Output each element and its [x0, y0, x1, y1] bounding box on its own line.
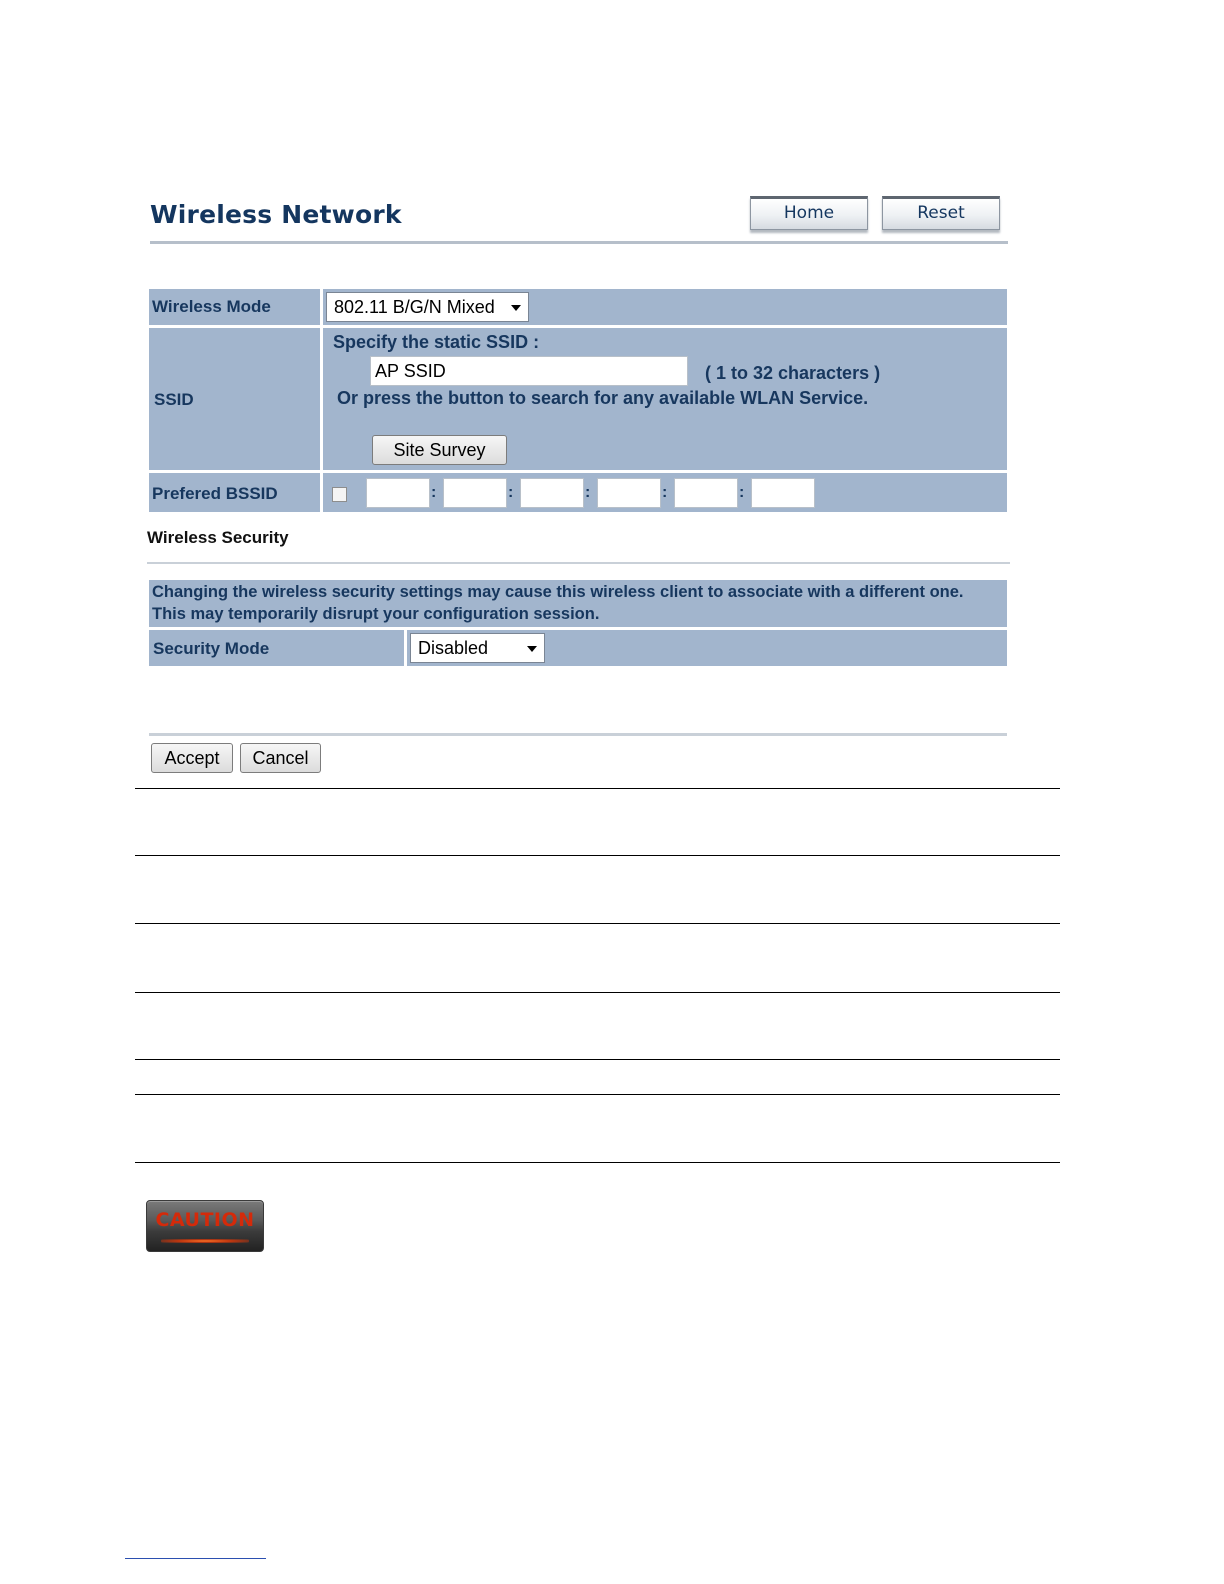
- header-divider: [150, 241, 1008, 244]
- home-button[interactable]: Home: [750, 196, 868, 230]
- table-rule: [135, 1162, 1060, 1163]
- table-rule: [135, 923, 1060, 924]
- table-rule: [135, 855, 1060, 856]
- bssid-label: Prefered BSSID: [152, 484, 278, 503]
- security-mode-label: Security Mode: [153, 639, 270, 658]
- ssid-input[interactable]: [370, 356, 688, 386]
- security-mode-label-cell: [149, 630, 404, 666]
- wireless-mode-label-cell: [149, 289, 320, 325]
- bssid-octet-3[interactable]: [520, 478, 584, 508]
- chevron-down-icon: [527, 646, 537, 652]
- ssid-label: SSID: [154, 390, 194, 409]
- table-rule: [135, 1094, 1060, 1095]
- wireless-security-title: Wireless Security: [147, 528, 289, 547]
- ssid-label-cell: [149, 328, 320, 470]
- wireless-mode-value: 802.11 B/G/N Mixed: [334, 297, 495, 317]
- wireless-mode-label: Wireless Mode: [152, 297, 271, 316]
- chevron-down-icon: [511, 305, 521, 311]
- ssid-search-text: Or press the button to search for any available WLAN Service.: [337, 388, 869, 408]
- accept-button[interactable]: Accept: [151, 743, 233, 773]
- security-notice-line-2: This may temporarily disrupt your configuration session.: [152, 605, 600, 623]
- security-mode-value: Disabled: [418, 638, 489, 658]
- bssid-separator: :: [739, 484, 745, 501]
- security-notice: [149, 580, 1007, 627]
- security-notice-line-1: Changing the wireless security settings may cause this wireless client to associate with a different one.: [152, 583, 964, 601]
- bssid-octet-1[interactable]: [366, 478, 430, 508]
- ssid-value-cell: [323, 328, 1007, 470]
- security-mode-select[interactable]: [410, 633, 545, 663]
- table-rule: [135, 788, 1060, 789]
- security-divider: [147, 562, 1010, 564]
- caution-glow: [161, 1239, 249, 1243]
- actions-divider: [149, 733, 1007, 736]
- footnote-separator: [125, 1558, 266, 1559]
- bssid-octet-2[interactable]: [443, 478, 507, 508]
- security-mode-value-cell: [407, 630, 1007, 666]
- ssid-length-hint: ( 1 to 32 characters ): [705, 363, 881, 383]
- reset-button[interactable]: Reset: [882, 196, 1000, 230]
- bssid-octet-4[interactable]: [597, 478, 661, 508]
- ssid-specify-text: Specify the static SSID :: [333, 332, 540, 352]
- wireless-mode-select[interactable]: [326, 292, 529, 322]
- page-title: Wireless Network: [150, 200, 402, 229]
- bssid-octet-5[interactable]: [674, 478, 738, 508]
- bssid-checkbox[interactable]: [332, 487, 347, 502]
- wireless-mode-value-cell: [323, 289, 1007, 325]
- cancel-button[interactable]: Cancel: [240, 743, 321, 773]
- caution-badge: [146, 1200, 264, 1252]
- bssid-separator: :: [431, 484, 437, 501]
- caution-label: CAUTION: [155, 1209, 255, 1231]
- site-survey-button[interactable]: Site Survey: [372, 435, 507, 465]
- bssid-separator: :: [508, 484, 514, 501]
- table-rule: [135, 992, 1060, 993]
- bssid-label-cell: [149, 473, 320, 512]
- ssid-input-value: AP SSID: [375, 361, 446, 381]
- bssid-octet-6[interactable]: [751, 478, 815, 508]
- table-rule: [135, 1059, 1060, 1060]
- bssid-separator: :: [662, 484, 668, 501]
- bssid-separator: :: [585, 484, 591, 501]
